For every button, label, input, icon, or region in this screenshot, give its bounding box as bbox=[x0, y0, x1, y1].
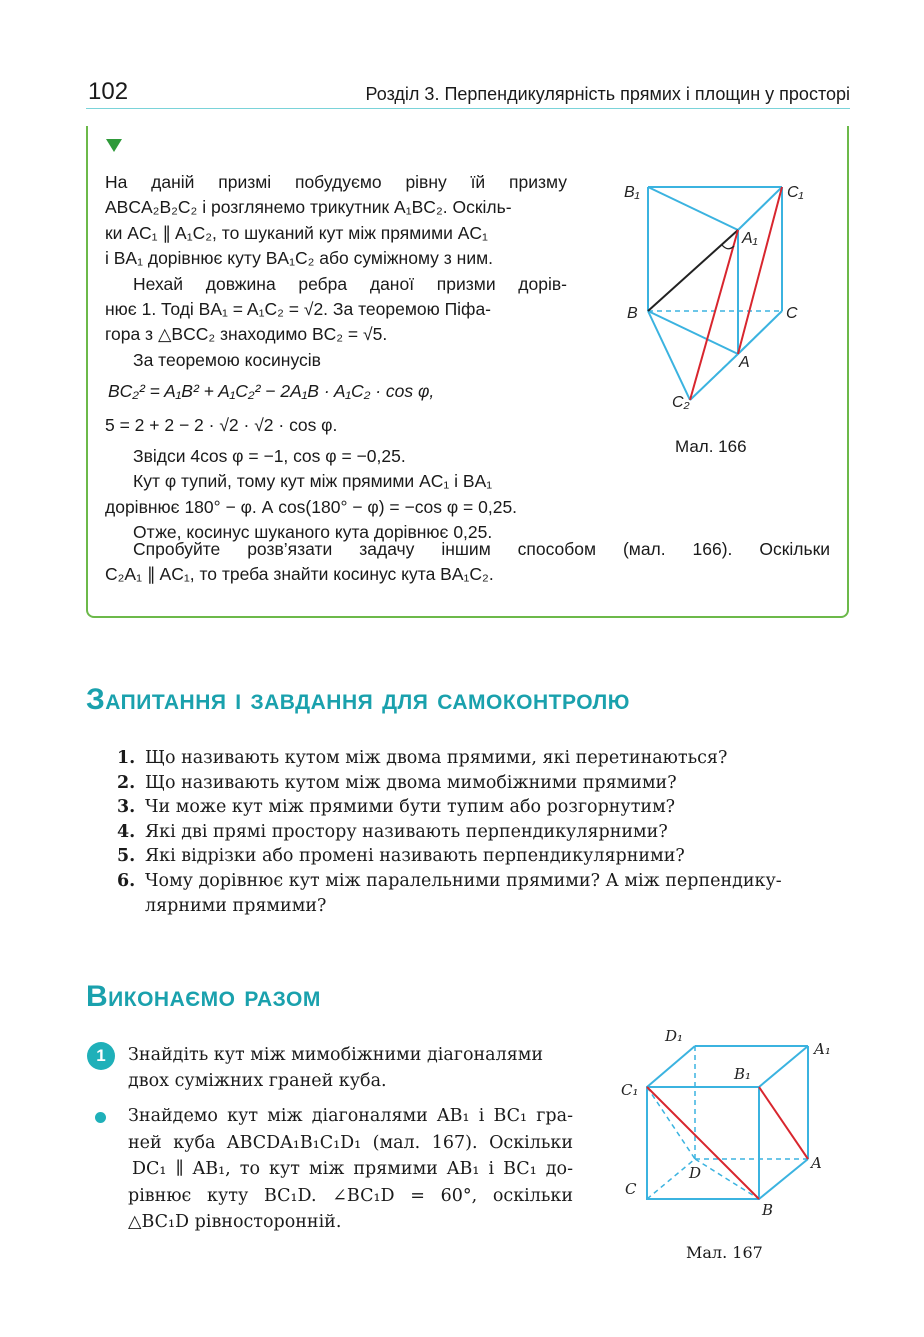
example-text-left bbox=[105, 170, 567, 546]
example-text-bottom bbox=[105, 537, 830, 588]
label-C1: C₁ bbox=[787, 184, 804, 201]
question-text: Які дві прямі простору називають перпендикулярними? bbox=[145, 821, 668, 842]
text-line: C₂A₁ ∥ AC₁, то треба знайти косинус кута BA₁C₂. bbox=[105, 564, 494, 585]
figure-166-caption: Мал. 166 bbox=[675, 437, 747, 456]
text-line: дорівнює 180° − φ. А cos(180° − φ) = −cos φ = 0,25. bbox=[105, 496, 518, 517]
question-text: Чи може кут між прямими бути тупим або розгорнутим? bbox=[145, 797, 676, 818]
text-line: Кут φ тупий, тому кут між прямими AC₁ і BA₁ bbox=[133, 471, 493, 492]
question-number: 3. bbox=[117, 797, 136, 818]
text-line: Нехай довжина ребра даної призми дорів- bbox=[133, 273, 567, 294]
task-statement bbox=[128, 1042, 573, 1094]
list-item bbox=[117, 795, 857, 820]
task-number-badge: 1 bbox=[87, 1042, 115, 1070]
question-number: 1. bbox=[117, 748, 136, 768]
triangle-marker-icon bbox=[106, 139, 122, 152]
formula-line: BC₂² = A₁B² + A₁C₂² − 2A₁B · A₁C₂ · cos φ, bbox=[108, 381, 435, 402]
list-item bbox=[117, 771, 857, 796]
text-line: Спробуйте розв’язати задачу іншим способом (мал. 166). Оскільки bbox=[133, 539, 830, 559]
questions-list bbox=[117, 746, 857, 918]
text-line: На даній призмі побудуємо рівну їй призму bbox=[105, 172, 567, 192]
question-text: Які відрізки або промені називають перпендикулярними? bbox=[145, 846, 685, 867]
label-D: D bbox=[689, 1164, 702, 1182]
text-line: ней куба ABCDA₁B₁C₁D₁ (мал. 167). Оскільки bbox=[128, 1132, 573, 1153]
text-line: Знайдемо кут між діагоналями AB₁ і BC₁ гра- bbox=[128, 1106, 573, 1126]
text-line: двох суміжних граней куба. bbox=[128, 1071, 387, 1091]
label-A: A bbox=[811, 1154, 822, 1172]
label-A: A bbox=[739, 354, 750, 371]
solution-bullet-icon bbox=[95, 1112, 106, 1123]
text-line: Отже, косинус шуканого кута дорівнює 0,25. bbox=[133, 522, 493, 543]
text-line: рівнює куту BC₁D. ∠BC₁D = 60°, оскільки bbox=[128, 1185, 573, 1206]
formula-line: 5 = 2 + 2 − 2 · √2 · √2 · cos φ. bbox=[105, 414, 338, 435]
list-item bbox=[117, 746, 857, 771]
text-line: ABCA₂B₂C₂ і розглянемо трикутник A₁BC₂. Оскіль- bbox=[105, 197, 512, 218]
label-B1: B₁ bbox=[734, 1065, 752, 1083]
task-solution bbox=[128, 1103, 573, 1236]
text-line: Знайдіть кут між мимобіжними діагоналями bbox=[128, 1045, 544, 1065]
list-item bbox=[117, 869, 857, 894]
label-B1: B₁ bbox=[624, 184, 640, 201]
question-number: 4. bbox=[117, 821, 136, 842]
text-line: △BC₁D рівносторонній. bbox=[128, 1212, 342, 1232]
list-item bbox=[117, 820, 857, 845]
question-text-continuation: лярними прямими? bbox=[145, 895, 327, 916]
question-number: 5. bbox=[117, 846, 136, 867]
text-line: гора з △BCC₂ знаходимо BC₂ = √5. bbox=[105, 324, 388, 345]
header-rule bbox=[86, 108, 850, 109]
label-B: B bbox=[762, 1201, 774, 1219]
label-C1: C₁ bbox=[621, 1081, 639, 1099]
figure-166-prism bbox=[610, 170, 810, 425]
text-line: DC₁ ∥ AB₁, то кут між прямими AB₁ і BC₁ до- bbox=[132, 1159, 573, 1179]
page-number: 102 bbox=[88, 78, 129, 105]
label-B: B bbox=[627, 305, 638, 322]
question-number: 2. bbox=[117, 772, 136, 793]
label-C2: C₂ bbox=[672, 394, 690, 411]
text-line: За теоремою косинусів bbox=[133, 349, 321, 370]
text-line: нює 1. Тоді BA₁ = A₁C₂ = √2. За теоремою Піфа- bbox=[105, 299, 491, 320]
label-D1: D₁ bbox=[665, 1027, 684, 1045]
label-C: C bbox=[625, 1180, 637, 1198]
figure-167-cube bbox=[615, 1025, 845, 1230]
list-item bbox=[117, 844, 857, 869]
label-C: C bbox=[786, 305, 798, 322]
figure-167-caption: Мал. 167 bbox=[686, 1243, 763, 1262]
text-line: ки AC₁ ∥ A₁C₂, то шуканий кут між прямими AC₁ bbox=[105, 222, 488, 243]
question-text: Чому дорівнює кут між паралельними прямими? А між перпендику- bbox=[145, 870, 782, 891]
running-title: Розділ 3. Перпендикулярність прямих і площин у просторі bbox=[365, 84, 850, 104]
section-title-self-control: Запитання і завдання для самоконтролю bbox=[86, 683, 630, 716]
label-A1: A₁ bbox=[814, 1040, 831, 1058]
question-text: Що називають кутом між двома мимобіжними прямими? bbox=[145, 772, 677, 793]
question-text: Що називають кутом між двома прямими, які перетинаються? bbox=[145, 748, 728, 768]
section-title-do-together: Виконаємо разом bbox=[86, 980, 321, 1013]
text-line: Звідси 4cos φ = −1, cos φ = −0,25. bbox=[133, 446, 406, 467]
text-line: і BA₁ дорівнює куту BA₁C₂ або суміжному з ним. bbox=[105, 248, 494, 269]
question-number: 6. bbox=[117, 870, 136, 891]
label-A1: A₁ bbox=[742, 230, 758, 247]
